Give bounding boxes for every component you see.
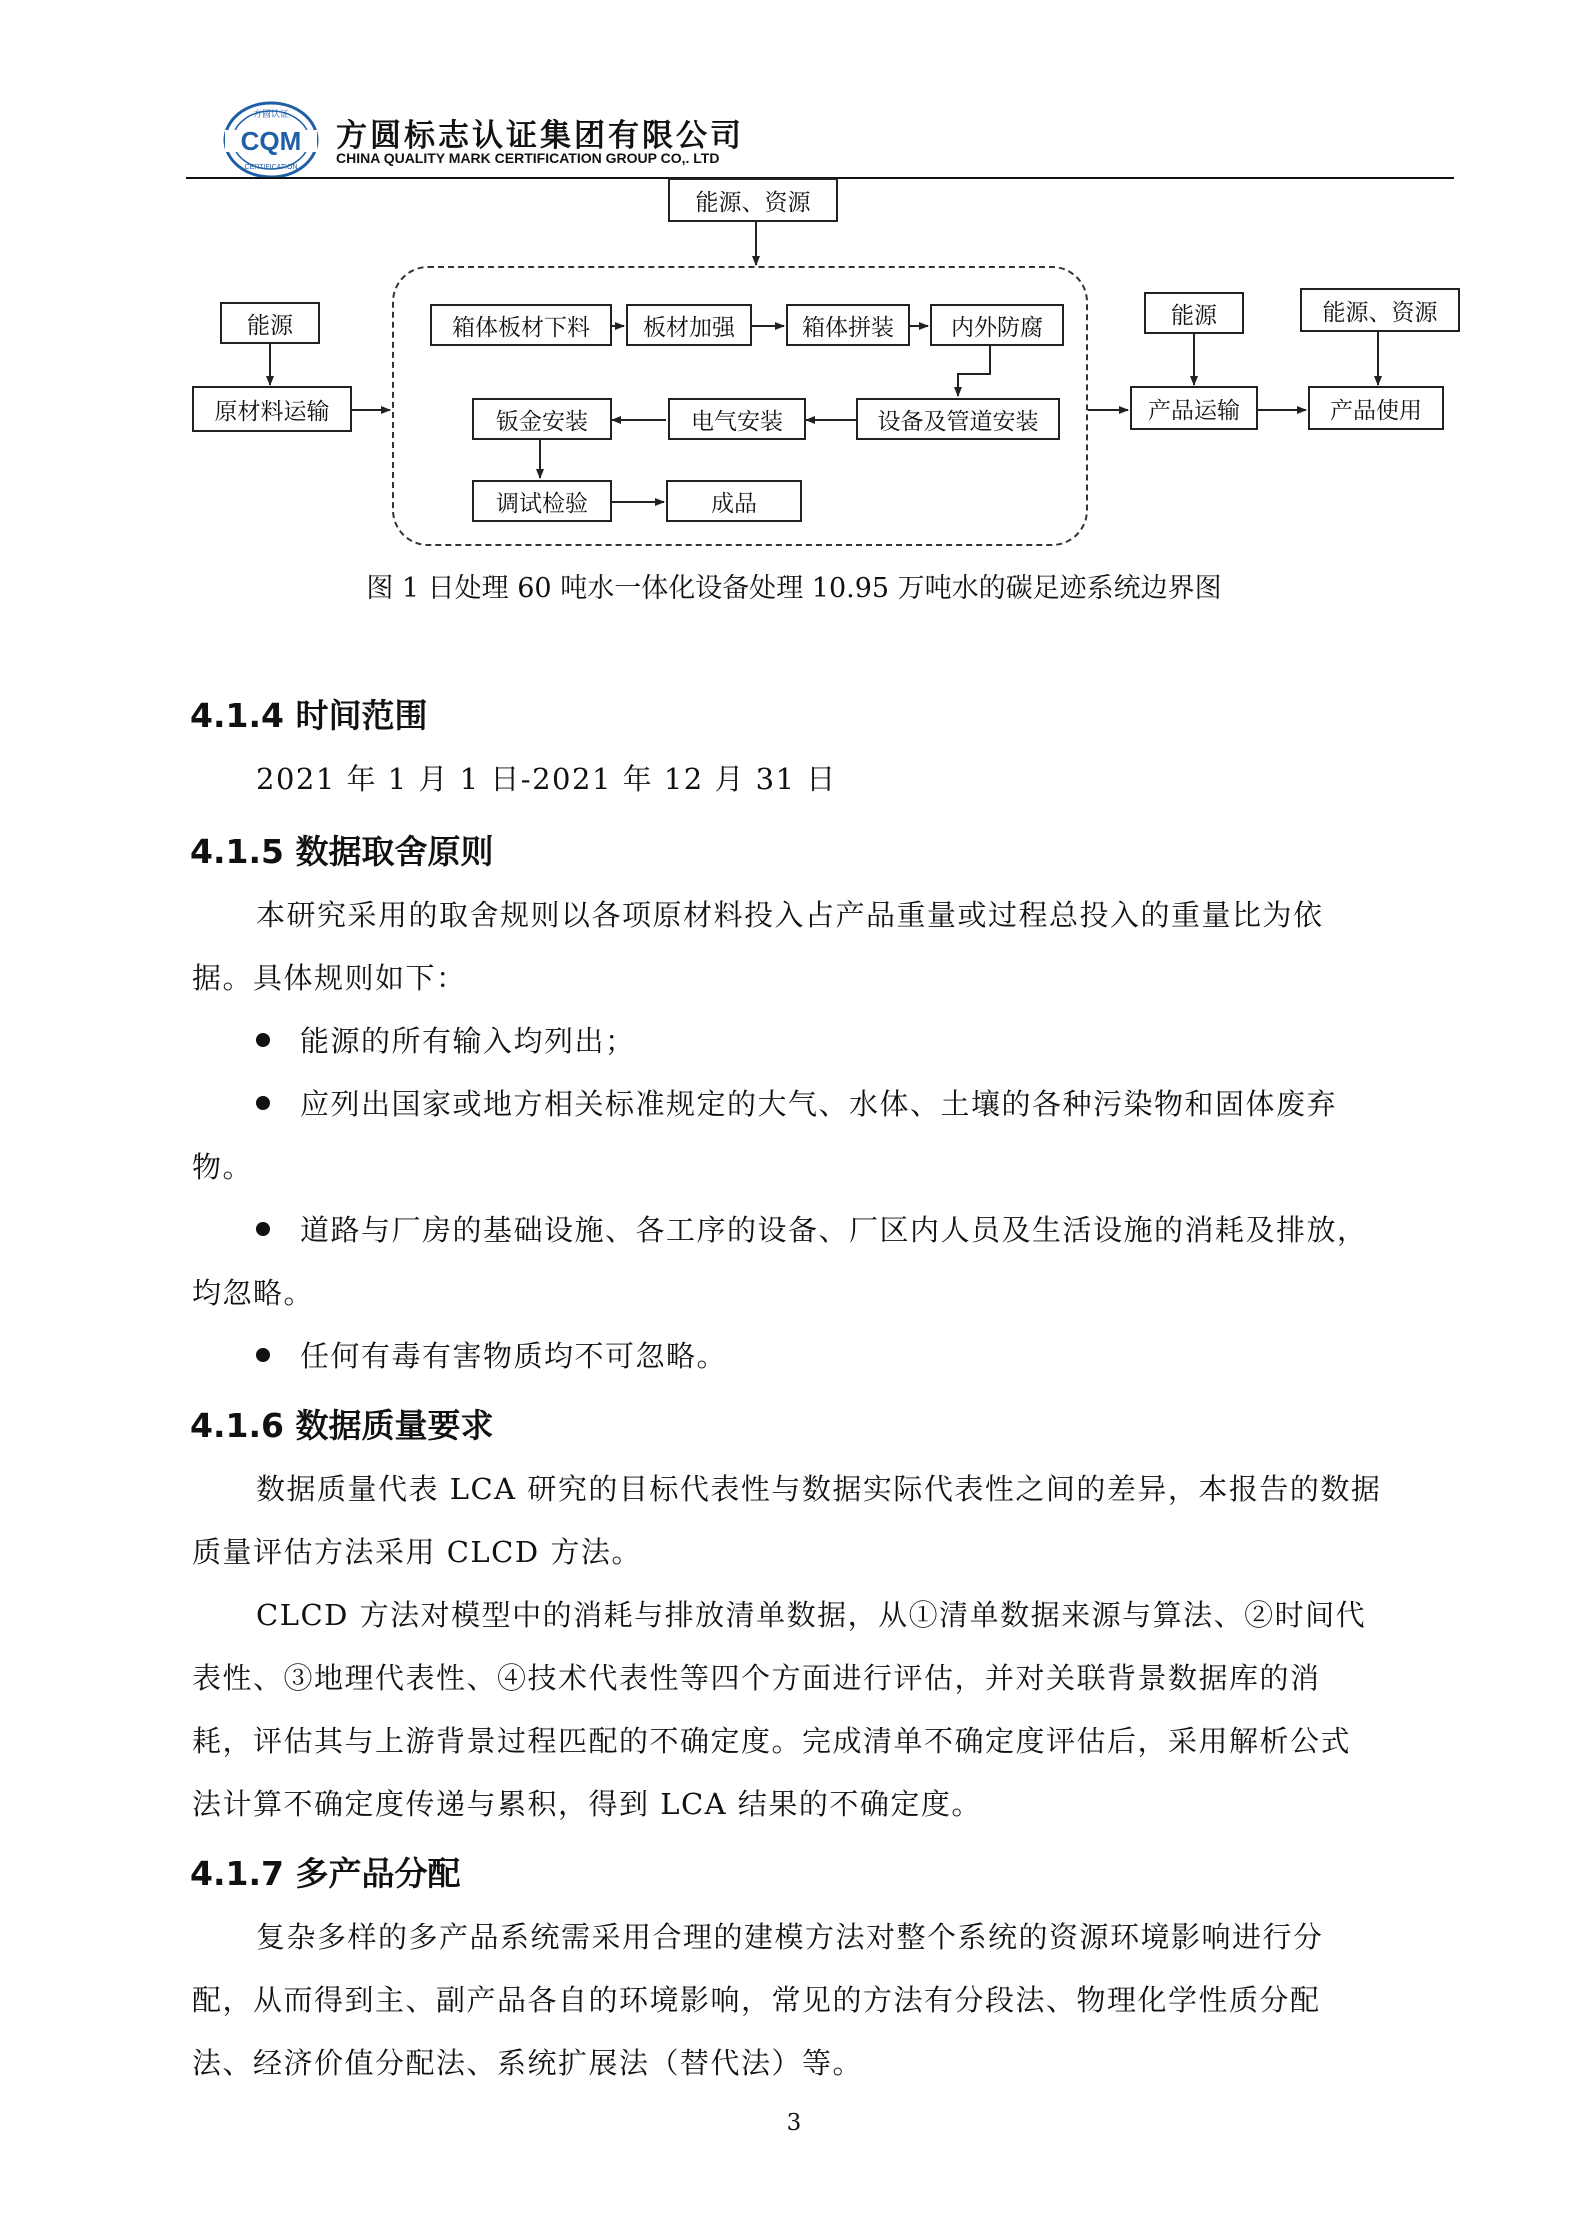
heading-4-1-4: 4.1.4 时间范围	[190, 696, 428, 735]
node-raw-transport: 原材料运输	[192, 386, 352, 432]
company-name-en: CHINA QUALITY MARK CERTIFICATION GROUP CO,. LTD	[336, 150, 720, 166]
paragraph-line: 均忽略。	[192, 1276, 315, 1310]
bullet-icon	[256, 1348, 270, 1362]
paragraph-line: 质量评估方法采用 CLCD 方法。	[192, 1535, 642, 1569]
heading-4-1-7: 4.1.7 多产品分配	[190, 1854, 461, 1893]
bullet-item	[256, 1199, 1368, 1262]
node-step-assembly: 箱体拼装	[786, 304, 910, 346]
paragraph-line: 耗，评估其与上游背景过程匹配的不确定度。完成清单不确定度评估后，采用解析公式	[192, 1724, 1352, 1758]
logo-ring-top: 方圆认证	[252, 110, 290, 120]
paragraph-line: CLCD 方法对模型中的消耗与排放清单数据，从①清单数据来源与算法、②时间代	[256, 1598, 1367, 1632]
page-number: 3	[786, 2110, 802, 2136]
paragraph-line: 法、经济价值分配法、系统扩展法（替代法）等。	[192, 2046, 864, 2080]
node-right-input-2: 能源、资源	[1300, 288, 1460, 332]
bullet-item	[256, 1325, 727, 1388]
bullet-icon	[256, 1096, 270, 1110]
node-left-input: 能源	[220, 302, 320, 344]
heading-4-1-5: 4.1.5 数据取舍原则	[190, 832, 494, 871]
node-product-transport: 产品运输	[1130, 386, 1258, 430]
logo-ring-bottom: CERTIFICATION	[244, 164, 298, 171]
heading-4-1-6: 4.1.6 数据质量要求	[190, 1406, 494, 1445]
company-name-cn: 方圆标志认证集团有限公司	[336, 118, 744, 154]
bullet-icon	[256, 1033, 270, 1047]
bullet-text: 任何有毒有害物质均不可忽略。	[300, 1339, 728, 1373]
bullet-text: 能源的所有输入均列出；	[300, 1024, 636, 1058]
paragraph-line: 复杂多样的多产品系统需采用合理的建模方法对整个系统的资源环境影响进行分	[256, 1920, 1324, 1954]
paragraph-line: 法计算不确定度传递与累积，得到 LCA 结果的不确定度。	[192, 1787, 982, 1821]
node-step-finished: 成品	[666, 480, 802, 522]
paragraph-line: 2021 年 1 月 1 日-2021 年 12 月 31 日	[256, 762, 837, 796]
node-step-equipment: 设备及管道安装	[856, 398, 1060, 440]
node-product-use: 产品使用	[1308, 386, 1444, 430]
bullet-text: 道路与厂房的基础设施、各工序的设备、厂区内人员及生活设施的消耗及排放，	[300, 1213, 1368, 1247]
node-step-testing: 调试检验	[472, 480, 612, 522]
bullet-text: 应列出国家或地方相关标准规定的大气、水体、土壤的各种污染物和固体废弃	[300, 1087, 1338, 1121]
node-step-electrical: 电气安装	[668, 398, 806, 440]
paragraph-line: 配，从而得到主、副产品各自的环境影响，常见的方法有分段法、物理化学性质分配	[192, 1983, 1321, 2017]
paragraph-line: 表性、③地理代表性、④技术代表性等四个方面进行评估，并对关联背景数据库的消	[192, 1661, 1321, 1695]
node-right-input-1: 能源	[1144, 292, 1244, 334]
node-step-cutting: 箱体板材下料	[430, 304, 612, 346]
node-top-input: 能源、资源	[668, 178, 838, 222]
node-step-anticorrosion: 内外防腐	[930, 304, 1064, 346]
paragraph-line: 本研究采用的取舍规则以各项原材料投入占产品重量或过程总投入的重量比为依	[256, 898, 1324, 932]
paragraph-line: 据。具体规则如下：	[192, 961, 467, 995]
bullet-item	[256, 1073, 1337, 1136]
figure-caption: 图 1 日处理 60 吨水一体化设备处理 10.95 万吨水的碳足迹系统边界图	[366, 573, 1222, 604]
node-step-reinforce: 板材加强	[626, 304, 752, 346]
system-boundary-diagram	[0, 0, 1588, 560]
logo-text: CQM	[240, 126, 302, 156]
node-step-sheetmetal: 钣金安装	[472, 398, 612, 440]
paragraph-line: 数据质量代表 LCA 研究的目标代表性与数据实际代表性之间的差异，本报告的数据	[256, 1472, 1382, 1506]
bullet-icon	[256, 1222, 270, 1236]
paragraph-line: 物。	[192, 1150, 254, 1184]
bullet-item	[256, 1010, 636, 1073]
